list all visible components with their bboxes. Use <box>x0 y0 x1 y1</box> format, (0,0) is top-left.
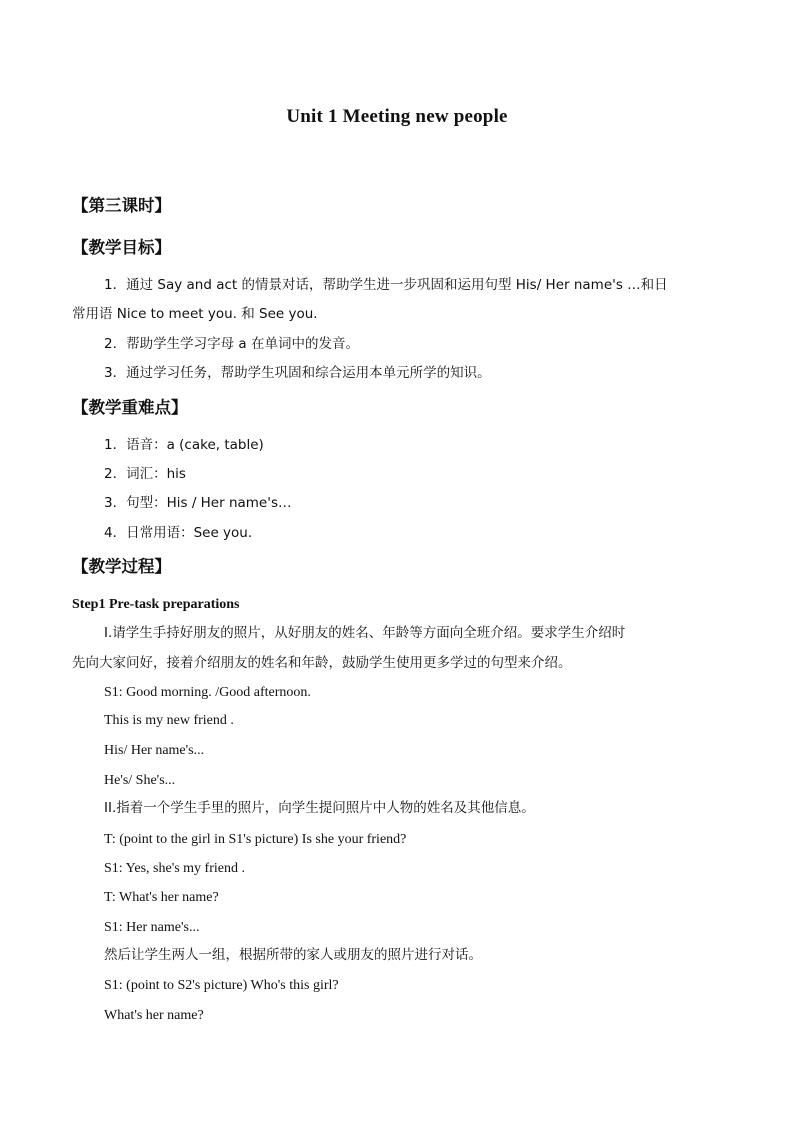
dialogue-line: S1: Good morning. /Good afternoon. <box>104 685 311 700</box>
section-lesson: 【第三课时】 <box>72 196 171 215</box>
dialogue-line: His/ Her name's... <box>104 743 205 758</box>
page-title: Unit 1 Meeting new people <box>286 106 508 127</box>
step1-heading: Step1 Pre-task preparations <box>72 597 240 612</box>
keypoint-1: 1．语音：a (cake, table) <box>104 437 264 453</box>
objective-1-line-1: 1．通过 Say and act 的情景对话，帮助学生进一步巩固和运用句型 His/ Her name's …和日 <box>104 277 668 293</box>
dialogue-line: S1: Her name's... <box>104 920 200 935</box>
step1-paragraph-1-line-1: I.请学生手持好朋友的照片，从好朋友的姓名、年龄等方面向全班介绍。要求学生介绍时 <box>104 625 626 641</box>
objective-2: 2．帮助学生学习字母 a 在单词中的发音。 <box>104 336 359 352</box>
objective-1-line-2: 常用语 Nice to meet you. 和 See you. <box>72 306 318 322</box>
keypoint-2: 2．词汇：his <box>104 466 186 482</box>
dialogue-line: T: What's her name? <box>104 890 219 905</box>
keypoint-3: 3．句型：His / Her name's… <box>104 495 292 511</box>
keypoint-4: 4．日常用语：See you. <box>104 525 253 541</box>
dialogue-line: This is my new friend . <box>104 713 234 728</box>
dialogue-line: T: (point to the girl in S1's picture) Is she your friend? <box>104 832 407 847</box>
step1-paragraph-2: II.指着一个学生手里的照片，向学生提问照片中人物的姓名及其他信息。 <box>104 800 535 816</box>
section-keypoints: 【教学重难点】 <box>72 398 188 417</box>
dialogue-line: What's her name? <box>104 1008 204 1023</box>
dialogue-line: He's/ She's... <box>104 773 176 788</box>
step1-paragraph-3: 然后让学生两人一组，根据所带的家人或朋友的照片进行对话。 <box>104 947 482 963</box>
section-objectives: 【教学目标】 <box>72 238 171 257</box>
dialogue-line: S1: Yes, she's my friend . <box>104 861 245 876</box>
section-process: 【教学过程】 <box>72 557 171 576</box>
objective-3: 3．通过学习任务，帮助学生巩固和综合运用本单元所学的知识。 <box>104 365 491 381</box>
dialogue-line: S1: (point to S2's picture) Who's this girl? <box>104 978 339 993</box>
step1-paragraph-1-line-2: 先向大家问好，接着介绍朋友的姓名和年龄，鼓励学生使用更多学过的句型来介绍。 <box>72 655 572 671</box>
